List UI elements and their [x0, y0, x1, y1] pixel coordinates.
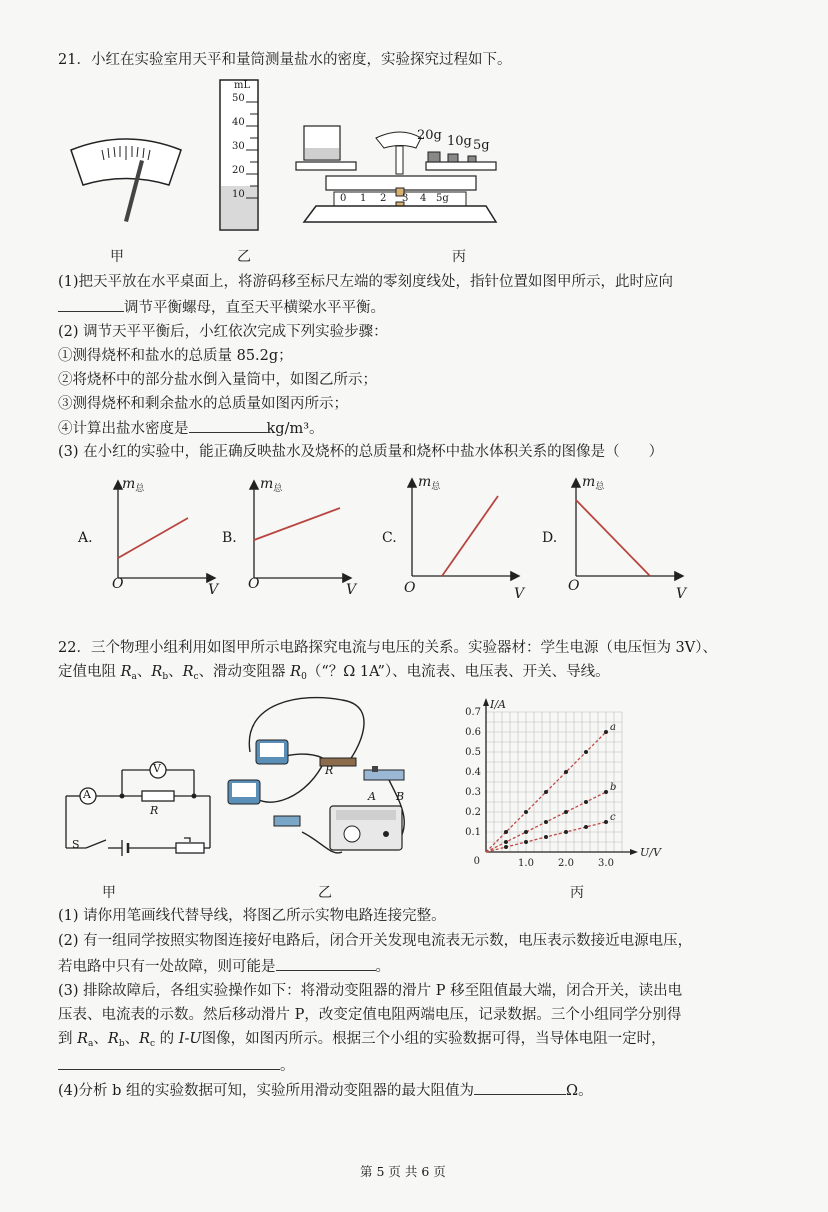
series-b-point — [504, 840, 508, 844]
y-tick-label: 0.5 — [465, 747, 481, 758]
switch-symbol-label: S — [72, 838, 80, 851]
q22-q4b: Ω。 — [566, 1083, 593, 1099]
pointer-dial-figure — [66, 130, 186, 225]
scale-4: 4 — [420, 193, 427, 204]
answer-blank-5[interactable] — [474, 1080, 566, 1095]
q22-intro-b3: （“？Ω 1A”）、电流表、电压表、开关、导线。 — [306, 664, 610, 680]
voltmeter-symbol-label: V — [153, 762, 161, 775]
q22-q2b: 若电路中只有一处故障，则可能是 — [58, 959, 276, 975]
cylinder-tick-40: 40 — [232, 117, 245, 128]
y-tick-label: 0.2 — [465, 807, 481, 818]
option-d-label: D. — [542, 530, 558, 546]
graph-a-ysub: 总 — [135, 484, 145, 494]
series-c-point — [524, 840, 528, 844]
y-tick-label: 0.3 — [465, 787, 481, 798]
physical-circuit-figure — [222, 692, 427, 870]
scale-2: 2 — [380, 193, 387, 204]
scale-0: 0 — [340, 193, 347, 204]
rheostat-end-a: A — [368, 790, 376, 803]
q21-s4b: kg/m³。 — [266, 421, 324, 437]
x-tick-label: 3.0 — [598, 858, 614, 869]
series-a-label: a — [610, 722, 616, 733]
scale-3: 3 — [402, 193, 409, 204]
series-b-point — [564, 810, 568, 814]
circuit-diagram — [56, 752, 216, 862]
answer-blank-3[interactable] — [276, 956, 376, 971]
cylinder-unit: mL — [234, 80, 251, 91]
q21-p2: (2) 调节天平平衡后，小红依次完成下列实验步骤： — [58, 324, 388, 340]
scale-1: 1 — [360, 193, 367, 204]
graph-a-xlabel: V — [208, 582, 219, 598]
graph-b-xlabel: V — [346, 582, 357, 598]
q21-s2: ②将烧杯中的部分盐水倒入量筒中，如图乙所示； — [58, 372, 377, 388]
rheostat-resistor-label: R — [325, 764, 334, 777]
scale-5g: 5g — [436, 193, 449, 204]
resistor-symbol-label: R — [150, 804, 159, 817]
y-tick-label: 0.4 — [465, 767, 481, 778]
graph-d-ysub: 总 — [595, 482, 605, 492]
q21-s3: ③测得烧杯和剩余盐水的总质量如图丙所示； — [58, 396, 348, 412]
graph-b-ysub: 总 — [273, 484, 283, 494]
cylinder-tick-50: 50 — [232, 93, 245, 104]
series-b-point — [544, 820, 548, 824]
option-b-label: B. — [222, 530, 237, 546]
series-a-point — [604, 730, 608, 734]
series-a-point — [504, 830, 508, 834]
rheostat-end-b: B — [396, 790, 405, 803]
series-c-point — [544, 835, 548, 839]
q22-intro-b: 定值电阻 $R_a$、$R_b$、$R_c$、滑动变阻器 $R_0(“$？Ω 1A”）、电流表、电压表、开关、导线。 — [58, 664, 610, 682]
r-c: $R_c$ — [182, 664, 199, 682]
graph-c-xlabel: V — [514, 586, 525, 602]
iu-chart — [456, 692, 686, 882]
q22-intro-a: 22．三个物理小组利用如图甲所示电路探究电流与电压的关系。实验器材：学生电源（电压恒为 3V）、 — [58, 640, 718, 656]
q22-intro-b1: 定值电阻 — [58, 664, 116, 680]
fig-label-bing: 丙 — [452, 249, 466, 265]
graph-c-ysub: 总 — [431, 482, 441, 492]
q22-q2-end: 。 — [375, 959, 390, 975]
series-a-point — [584, 750, 588, 754]
graph-a-ylabel: m — [122, 476, 136, 492]
series-b-point — [524, 830, 528, 834]
series-a-point — [544, 790, 548, 794]
y-axis-label: I/A — [490, 698, 506, 711]
graph-c-ylabel: m — [418, 474, 432, 490]
series-b-point — [584, 800, 588, 804]
fig-label-bing-2: 丙 — [570, 885, 584, 901]
q21-p1b: 调节平衡螺母，直至天平横梁水平平衡。 — [124, 300, 385, 316]
r-0: $R_0$ — [290, 664, 307, 682]
fig-label-jia-2: 甲 — [102, 885, 116, 901]
q22-q4-line — [58, 1080, 593, 1101]
graph-b-ylabel: m — [260, 476, 274, 492]
q21-p1b-line — [58, 297, 385, 318]
q21-s4a: ④计算出盐水密度是 — [58, 421, 189, 437]
q22-q4a: (4)分析 b 组的实验数据可知，实验所用滑动变阻器的最大阻值为 — [58, 1083, 475, 1099]
weight-5g: 5g — [473, 138, 490, 153]
origin-label: 0 — [473, 856, 480, 867]
series-a-point — [564, 770, 568, 774]
answer-blank-4[interactable] — [58, 1055, 280, 1070]
balance-figure — [296, 118, 506, 233]
option-a-label: A. — [78, 530, 93, 546]
weight-10g: 10g — [447, 134, 472, 149]
q22-q2a: (2) 有一组同学按照实物图连接好电路后，闭合开关发现电流表无示数，电压表示数接近电源电压， — [58, 933, 693, 949]
series-c-point — [504, 845, 508, 849]
q22-q3c1: 到 — [58, 1031, 73, 1047]
q22-q2b-line — [58, 956, 390, 977]
x-tick-label: 1.0 — [518, 858, 534, 869]
graph-d-ylabel: m — [582, 474, 596, 490]
q21-s4-line — [58, 418, 324, 439]
q22-q3-end: 。 — [280, 1058, 295, 1074]
q22-q3c2: 的 — [159, 1031, 175, 1047]
fig-label-jia: 甲 — [110, 249, 124, 265]
cylinder-tick-20: 20 — [232, 165, 245, 176]
ammeter-symbol-label: A — [83, 788, 91, 801]
q21-p1a: (1)把天平放在水平桌面上，将游码移至标尺左端的零刻度线处，指针位置如图甲所示，此时应向 — [58, 274, 674, 290]
x-tick-label: 2.0 — [558, 858, 574, 869]
graph-c-origin: O — [404, 580, 416, 596]
r-b: $R_b$ — [151, 664, 169, 682]
x-axis-label: U/V — [640, 846, 661, 859]
q22-q3c-line: 到 $R_a$、$R_b$、$R_c$ 的 I-U图像，如图丙所示。根据三个小组的实验数据可得，当导体电阻一定时， — [58, 1031, 666, 1049]
y-axis-arrow — [483, 698, 489, 706]
y-tick-label: 0.6 — [465, 727, 481, 738]
fig-label-yi: 乙 — [237, 249, 251, 265]
option-c-label: C. — [382, 530, 397, 546]
series-c-point — [584, 825, 588, 829]
graph-d-origin: O — [568, 578, 580, 594]
weight-20g: 20g — [417, 128, 442, 143]
series-b-point — [604, 790, 608, 794]
q22-q3c3: 图像，如图丙所示。根据三个小组的实验数据可得，当导体电阻一定时， — [201, 1031, 666, 1047]
graph-a-origin: O — [112, 576, 124, 592]
iu-label: I-U — [178, 1031, 202, 1047]
q22-q3-answer-line — [58, 1055, 295, 1076]
cylinder-tick-10: 10 — [232, 189, 245, 200]
series-a-point — [524, 810, 528, 814]
series-c-point — [604, 820, 608, 824]
series-b-label: b — [610, 782, 617, 793]
q21-intro: 21．小红在实验室用天平和量筒测量盐水的密度，实验探究过程如下。 — [58, 52, 512, 68]
q21-s1: ①测得烧杯和盐水的总质量 85.2g； — [58, 348, 293, 364]
answer-blank-2[interactable] — [189, 418, 267, 433]
q22-q3b: 压表、电流表的示数。然后移动滑片 P，改变定值电阻两端电压，记录数据。三个小组同学分别得 — [58, 1007, 682, 1023]
q21-p3: (3) 在小红的实验中，能正确反映盐水及烧杯的总质量和烧杯中盐水体积关系的图像是（ ） — [58, 444, 664, 460]
series-c-point — [564, 830, 568, 834]
y-tick-label: 0.1 — [465, 827, 481, 838]
r-a: $R_a$ — [120, 664, 137, 682]
y-tick-label: 0.7 — [465, 707, 481, 718]
q22-q3a: (3) 排除故障后，各组实验操作如下：将滑动变阻器的滑片 P 移至阻值最大端，闭合开关，读出电 — [58, 983, 683, 999]
answer-blank-1[interactable] — [58, 297, 124, 312]
fig-label-yi-2: 乙 — [318, 885, 332, 901]
graph-d-xlabel: V — [676, 586, 687, 602]
cylinder-tick-30: 30 — [232, 141, 245, 152]
q22-q1: (1) 请你用笔画线代替导线，将图乙所示实物电路连接完整。 — [58, 908, 446, 924]
graph-b-origin: O — [248, 576, 260, 592]
page-footer: 第 5 页 共 6 页 — [360, 1164, 446, 1179]
q22-intro-b2: 、滑动变阻器 — [198, 664, 286, 680]
series-c-label: c — [610, 812, 616, 823]
x-axis-arrow — [630, 849, 638, 855]
